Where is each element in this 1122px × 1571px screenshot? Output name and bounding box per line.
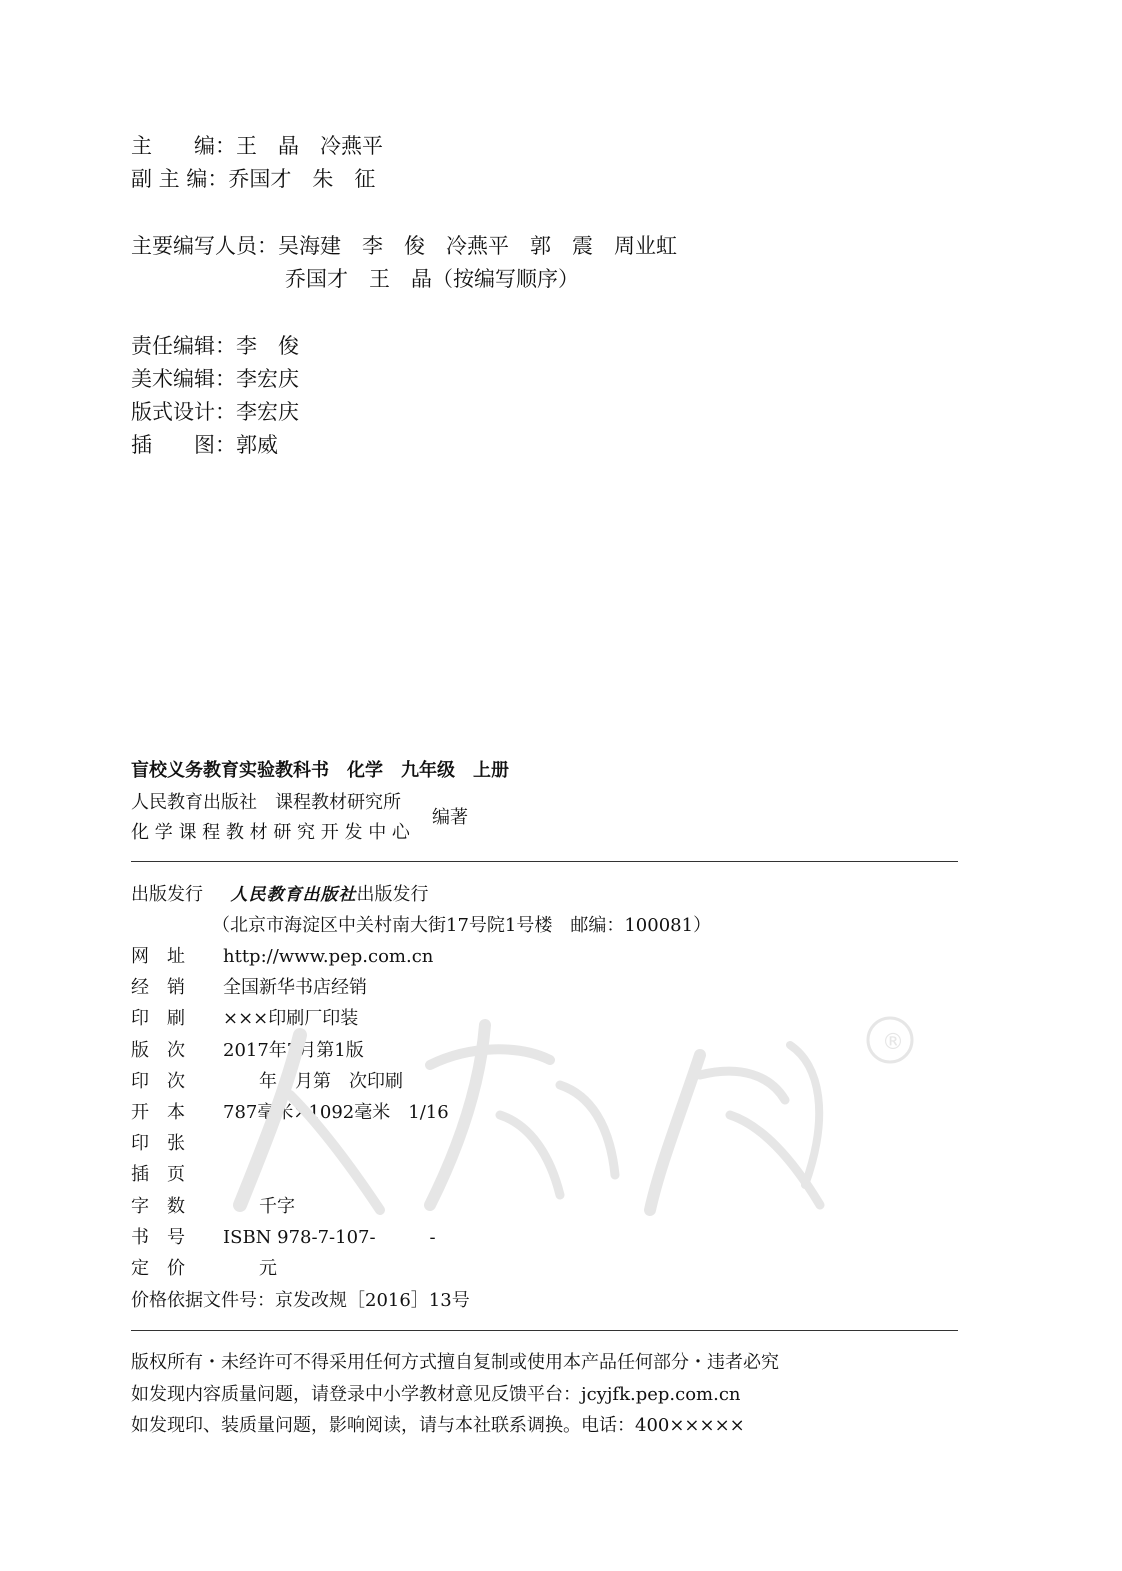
publishing-row-label: 插 页 bbox=[131, 1164, 185, 1186]
publishing-row bbox=[131, 1129, 223, 1155]
publishing-row-label: 书 号 bbox=[131, 1226, 185, 1248]
publisher-logo-text: 人民教育出版社 bbox=[230, 885, 357, 905]
illustration-value: 郭威 bbox=[236, 433, 278, 457]
publisher-suffix: 出版发行 bbox=[356, 884, 429, 905]
publishing-row bbox=[131, 942, 433, 968]
registered-mark: ® bbox=[882, 1030, 904, 1055]
publishing-row bbox=[131, 1192, 295, 1218]
publishing-row-label: 开 本 bbox=[131, 1102, 185, 1123]
illustration-line bbox=[131, 429, 278, 462]
main-writers-line bbox=[131, 230, 677, 263]
responsible-editor-line bbox=[131, 330, 299, 363]
art-editor-label: 美术编辑： bbox=[131, 367, 236, 391]
layout-design-value: 李宏庆 bbox=[236, 400, 299, 424]
print-issue-notice: 如发现印、装质量问题，影响阅读，请与本社联系调换。电话：400××××× bbox=[131, 1415, 745, 1436]
divider-bottom bbox=[131, 1330, 958, 1331]
book-title: 盲校义务教育实验教科书 化学 九年级 上册 bbox=[131, 760, 509, 781]
compiled-by-label: 编著 bbox=[432, 807, 468, 828]
publishing-row-value: 2017年7月第1版 bbox=[223, 1039, 364, 1061]
publishing-row bbox=[131, 1254, 277, 1280]
art-editor-line bbox=[131, 363, 299, 396]
publishing-row bbox=[131, 1098, 449, 1124]
publishing-row-label: 印 次 bbox=[131, 1070, 185, 1092]
publishing-row-label: 版 次 bbox=[131, 1039, 185, 1061]
publishing-row-label: 定 价 bbox=[131, 1258, 185, 1279]
layout-design-line bbox=[131, 396, 299, 429]
chief-editor-value: 王 晶 冷燕平 bbox=[236, 134, 383, 158]
chief-editor-label: 主 编： bbox=[131, 134, 236, 158]
publishing-row-label: 印 张 bbox=[131, 1133, 185, 1155]
publishing-row-label: 字 数 bbox=[131, 1195, 185, 1217]
publishing-row-value: 元 bbox=[223, 1258, 277, 1279]
divider-top bbox=[131, 861, 958, 862]
publisher-label: 出版发行 bbox=[131, 884, 203, 905]
publishing-row-label: 网 址 bbox=[131, 946, 185, 967]
publisher-address: （北京市海淀区中关村南大街17号院1号楼 邮编：100081） bbox=[212, 915, 712, 936]
main-writers-names: 吴海建 李 俊 冷燕平 郭 震 周业虹 bbox=[278, 234, 677, 258]
chief-editor-line bbox=[131, 130, 383, 163]
main-writers-line-2: 乔国才 王 晶（按编写顺序） bbox=[285, 267, 579, 291]
deputy-editor-label: 副 主 编： bbox=[131, 167, 229, 191]
price-basis: 价格依据文件号：京发改规［2016］13号 bbox=[131, 1290, 470, 1311]
responsible-editor-value: 李 俊 bbox=[236, 334, 299, 358]
publishing-row bbox=[131, 1036, 364, 1062]
publishing-row-label: 经 销 bbox=[131, 977, 185, 999]
copyright-notice: 版权所有・未经许可不得采用任何方式擅自复制或使用本产品任何部分・违者必究 bbox=[131, 1352, 779, 1373]
publishing-row-label: 印 刷 bbox=[131, 1008, 185, 1030]
publishing-row bbox=[131, 1160, 223, 1186]
compiler-org-2: 化 学 课 程 教 材 研 究 开 发 中 心 bbox=[131, 822, 410, 843]
publishing-row bbox=[131, 1067, 403, 1093]
deputy-editor-line bbox=[131, 163, 375, 196]
publishing-row-value: 年 月第 次印刷 bbox=[223, 1070, 403, 1092]
publisher-line bbox=[131, 880, 428, 906]
responsible-editor-label: 责任编辑： bbox=[131, 334, 236, 358]
publishing-row bbox=[131, 1004, 358, 1030]
publishing-row-value: 全国新华书店经销 bbox=[223, 977, 367, 999]
publishing-row-value: ISBN 978-7-107- - bbox=[223, 1226, 436, 1248]
publishing-row bbox=[131, 973, 367, 999]
art-editor-value: 李宏庆 bbox=[236, 367, 299, 391]
layout-design-label: 版式设计： bbox=[131, 400, 236, 424]
publishing-row-value: ×××印刷厂印装 bbox=[223, 1008, 359, 1030]
deputy-editor-value: 乔国才 朱 征 bbox=[228, 167, 376, 191]
publishing-row-value: 千字 bbox=[223, 1195, 295, 1217]
publishing-row-value: 787毫米×1092毫米 1/16 bbox=[223, 1102, 449, 1123]
illustration-label: 插 图： bbox=[131, 433, 236, 457]
content-issue-notice: 如发现内容质量问题，请登录中小学教材意见反馈平台：jcyjfk.pep.com.cn bbox=[131, 1384, 741, 1405]
compiler-org-1: 人民教育出版社 课程教材研究所 bbox=[131, 792, 401, 813]
main-writers-label: 主要编写人员： bbox=[131, 234, 278, 258]
publishing-row bbox=[131, 1223, 436, 1249]
publishing-row-value: http://www.pep.com.cn bbox=[223, 946, 434, 967]
